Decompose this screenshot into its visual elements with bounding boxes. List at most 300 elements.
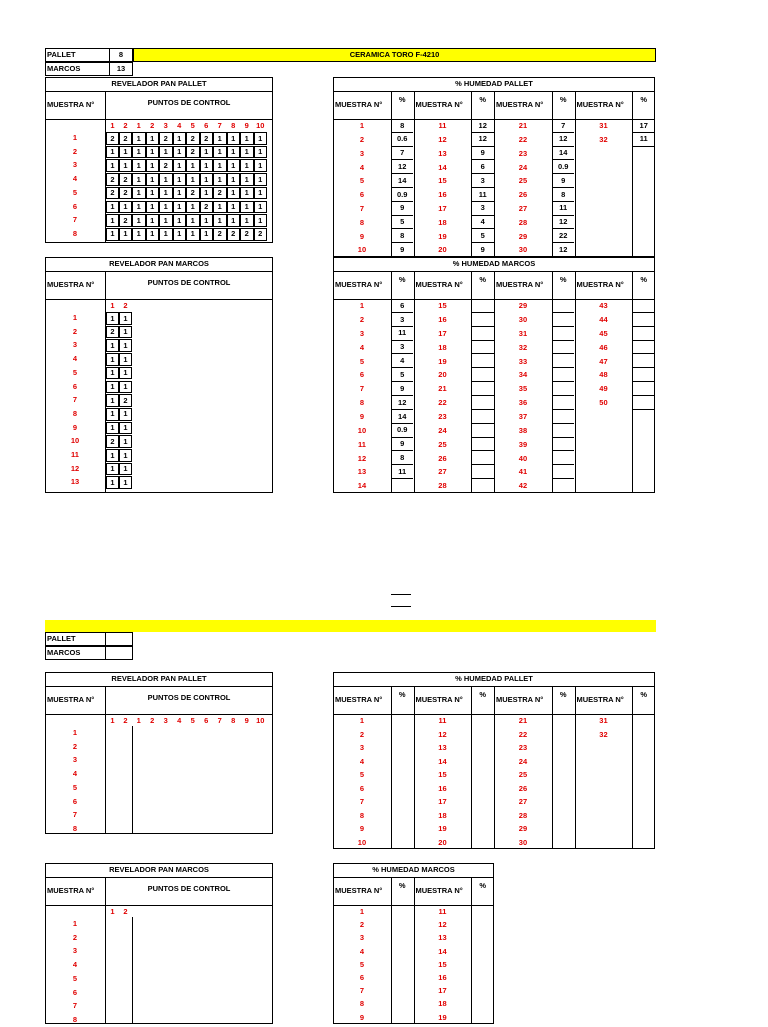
sheet1-hum-marcos-pct-value — [552, 327, 575, 341]
sheet1-hum-marcos-sample-label: 4 — [359, 342, 365, 352]
sheet1-hum-marcos-sample-label: 24 — [438, 425, 447, 435]
sheet1-rev-pallet-col-header: 8 — [231, 120, 236, 130]
sheet1-hum-marcos-pct-value — [632, 368, 655, 382]
sheet1-hum-marcos-sample-label: 6 — [359, 370, 365, 380]
sheet1-hum-pallet-sample-label: 30 — [518, 245, 528, 255]
sheet1-hum-marcos-pct-value — [552, 410, 575, 424]
sheet1-rev-pallet-value-cell: 1 — [200, 159, 214, 172]
sheet1-rev-pallet-value-cell: 1 — [119, 228, 132, 241]
sheet1-rev-pallet-value-cell: 1 — [240, 173, 254, 186]
sheet1-hum-marcos-pct-value: 6 — [391, 299, 414, 313]
grid-line — [333, 714, 655, 715]
sheet2-rev-marcos-col-header: 2 — [123, 906, 128, 916]
sheet1-rev-pallet-value-cell: 1 — [200, 214, 214, 227]
sheet1-hum-pallet-pct-value: 8 — [391, 119, 414, 133]
sheet1-hum-pallet-sample-label: 16 — [438, 190, 447, 200]
sheet1-hum-marcos-pct-header: % — [479, 275, 487, 285]
sheet1-rev-pallet-col-header: 7 — [217, 120, 222, 130]
sheet1-hum-marcos-pct-value: 12 — [391, 396, 414, 410]
sheet1-hum-marcos-pct-value — [552, 424, 575, 438]
sheet1-hum-marcos-pct-value: 14 — [391, 410, 414, 424]
sheet1-hum-pallet-sample-label: 11 — [438, 121, 447, 131]
sheet1-hum-marcos-sample-label: 23 — [438, 412, 447, 422]
sheet1-hum-marcos-sample-label: 37 — [518, 412, 528, 422]
sheet1-rev-pallet-value-cell: 1 — [132, 187, 146, 200]
sheet2-hum-marcos-title: % HUMEDAD MARCOS — [372, 865, 455, 875]
sheet1-hum-pallet-pct-value: 17 — [632, 119, 655, 133]
sheet2-rev-pallet-col-header: 2 — [123, 715, 128, 725]
sheet1-hum-pallet-muestra-header: MUESTRA N° — [415, 100, 463, 110]
sheet1-rev-pallet-value-cell: 2 — [200, 201, 214, 214]
sheet1-rev-pallet-value-cell: 1 — [119, 159, 132, 172]
sheet1-hum-pallet-pct-value: 0.6 — [391, 133, 414, 147]
sheet1-hum-pallet-sample-label: 27 — [518, 203, 528, 213]
sheet1-hum-marcos-sample-label: 12 — [357, 453, 367, 463]
sheet2-hum-pallet-sample-label: 10 — [357, 837, 367, 847]
sheet1-hum-marcos-pct-value — [471, 313, 494, 327]
sheet1-rev-pallet-value-cell: 2 — [159, 159, 173, 172]
sheet1-hum-marcos-pct-value — [391, 479, 414, 493]
sheet2-hum-marcos-sample-label: 11 — [438, 906, 447, 916]
sheet1-hum-marcos-sample-label: 28 — [438, 481, 447, 491]
sheet2-hum-pallet-sample-label: 16 — [438, 783, 447, 793]
sheet2-rev-pallet-row-label: 4 — [72, 769, 78, 779]
sheet1-hum-pallet-pct-value: 9 — [391, 202, 414, 216]
sheet2-rev-marcos-row-label: 3 — [72, 946, 78, 956]
grid-line — [391, 877, 392, 1024]
sheet1-hum-marcos-pct-value — [471, 424, 494, 438]
grid-line — [632, 91, 633, 257]
sheet1-rev-marcos-value-cell: 2 — [106, 326, 119, 339]
grid-line — [333, 119, 655, 120]
sheet1-rev-pallet-value-cell: 2 — [254, 228, 268, 241]
sheet1-rev-pallet-value-cell: 1 — [173, 187, 187, 200]
sheet1-rev-marcos-muestra-header: MUESTRA N° — [47, 280, 95, 290]
sheet1-rev-pallet-value-cell: 1 — [200, 146, 214, 159]
sheet2-hum-pallet-sample-label: 15 — [438, 770, 447, 779]
sheet1-rev-pallet-row-label: 4 — [72, 174, 78, 184]
sheet1-rev-pallet-value-cell: 1 — [240, 201, 254, 214]
sheet2-rev-marcos-muestra-header: MUESTRA N° — [47, 886, 95, 896]
sheet2-hum-pallet-sample-label: 29 — [518, 824, 528, 833]
sheet1-hum-marcos-sample-label: 2 — [359, 315, 365, 325]
sheet1-hum-pallet-pct-value: 8 — [552, 188, 575, 202]
sheet2-hum-pallet-sample-label: 11 — [438, 716, 447, 725]
sheet2-rev-pallet-title: REVELADOR PAN PALLET — [111, 674, 207, 684]
sheet2-hum-pallet-sample-label: 18 — [438, 810, 447, 820]
sheet1-rev-pallet-value-cell: 1 — [159, 146, 173, 159]
sheet2-hum-pallet-sample-label: 26 — [518, 783, 528, 793]
sheet2-rev-marcos-row-label: 5 — [72, 973, 78, 983]
sheet1-rev-pallet-row-label: 2 — [72, 146, 78, 156]
sheet2-rev-pallet-row-label: 6 — [72, 796, 78, 806]
sheet2-hum-pallet-sample-label: 3 — [359, 743, 365, 752]
marcos-label: MARCOS — [47, 64, 81, 74]
sheet1-hum-pallet-pct-value: 14 — [552, 147, 575, 161]
sheet1-rev-marcos-value-cell: 1 — [106, 422, 119, 435]
sheet1-hum-marcos-sample-label: 13 — [357, 467, 367, 477]
sheet1-rev-pallet-value-cell: 2 — [200, 132, 214, 145]
sheet2-rev-marcos-row-label: 4 — [72, 960, 78, 970]
sheet1-hum-pallet-pct-value: 12 — [552, 216, 575, 230]
sheet1-hum-pallet-title: % HUMEDAD PALLET — [455, 79, 533, 89]
sheet1-rev-pallet-row-label: 1 — [72, 133, 78, 143]
sheet1-hum-marcos-pct-value — [471, 299, 494, 313]
sheet1-rev-pallet-puntos-header: PUNTOS DE CONTROL — [147, 98, 231, 108]
sheet1-hum-marcos-pct-value — [552, 465, 575, 479]
sheet2-hum-marcos-sample-label: 5 — [359, 959, 365, 969]
sheet1-rev-pallet-value-cell: 1 — [213, 214, 227, 227]
sheet1-rev-pallet-value-cell: 1 — [240, 132, 254, 145]
sheet1-hum-marcos-sample-label: 11 — [358, 439, 366, 449]
sheet1-hum-marcos-pct-value — [471, 410, 494, 424]
sheet2-hum-pallet-sample-label: 32 — [599, 729, 608, 739]
sheet1-hum-marcos-sample-label: 1 — [359, 301, 365, 311]
sheet1-hum-pallet-sample-label: 24 — [518, 162, 528, 172]
sheet1-rev-marcos-value-cell: 1 — [119, 449, 132, 462]
sheet1-rev-pallet-value-cell: 2 — [106, 187, 119, 200]
grid-line — [391, 686, 392, 849]
sheet1-hum-marcos-sample-label: 47 — [599, 356, 608, 366]
sheet2-hum-pallet-sample-label: 6 — [359, 783, 365, 793]
sheet1-rev-pallet-value-cell: 2 — [106, 173, 119, 186]
sheet1-hum-marcos-sample-label: 16 — [438, 315, 447, 325]
sheet2-rev-pallet-row-label: 5 — [72, 782, 78, 792]
sheet2-rev-pallet-puntos-header: PUNTOS DE CONTROL — [147, 693, 231, 703]
sheet1-rev-marcos-value-cell: 1 — [119, 312, 132, 325]
sheet1-hum-marcos-sample-label: 25 — [438, 439, 447, 449]
sheet1-hum-marcos-pct-value — [632, 327, 655, 341]
sheet1-hum-pallet-pct-value: 9 — [391, 243, 414, 257]
sheet1-hum-pallet-sample-label: 8 — [359, 217, 365, 227]
sheet1-hum-marcos-pct-value: 8 — [391, 451, 414, 465]
sheet1-hum-pallet-pct-value: 22 — [552, 229, 575, 243]
sheet2-hum-marcos-sample-label: 19 — [438, 1012, 447, 1022]
sheet1-hum-pallet-sample-label: 2 — [359, 134, 365, 144]
sheet1-rev-marcos-title: REVELADOR PAN MARCOS — [109, 259, 209, 269]
sheet1-rev-pallet-value-cell: 1 — [213, 173, 227, 186]
sheet1-hum-marcos-sample-label: 30 — [518, 315, 528, 325]
sheet2-hum-pallet-sample-label: 22 — [518, 729, 528, 739]
sheet1-rev-pallet-value-cell: 1 — [146, 132, 160, 145]
sheet1-hum-marcos-pct-value: 9 — [391, 382, 414, 396]
sheet1-hum-marcos-sample-label: 43 — [599, 301, 608, 311]
sheet1-rev-pallet-value-cell: 1 — [186, 214, 200, 227]
sheet2-pallet-label: PALLET — [47, 634, 76, 644]
sheet1-rev-pallet-value-cell: 1 — [132, 228, 146, 241]
sheet1-hum-pallet-pct-value: 3 — [471, 202, 494, 216]
sheet2-hum-marcos-sample-label: 8 — [359, 999, 365, 1009]
sheet1-hum-marcos-sample-label: 39 — [518, 439, 528, 449]
sheet1-hum-pallet-pct-value: 8 — [391, 229, 414, 243]
sheet1-hum-marcos-pct-value — [632, 313, 655, 327]
sheet1-rev-pallet-value-cell: 1 — [200, 228, 214, 241]
sheet2-rev-pallet-row-label: 8 — [72, 823, 78, 833]
sheet1-rev-pallet-row-label: 7 — [72, 215, 78, 225]
sheet1-rev-pallet-value-cell: 1 — [146, 146, 160, 159]
sheet1-hum-pallet-sample-label: 29 — [518, 231, 528, 241]
sheet1-rev-marcos-value-cell: 1 — [106, 449, 119, 462]
sheet2-hum-pallet-sample-label: 8 — [359, 810, 365, 820]
sheet2-hum-pallet-muestra-header: MUESTRA N° — [335, 695, 383, 705]
sheet1-hum-pallet-pct-header: % — [640, 95, 648, 105]
sheet2-rev-pallet-col-header: 5 — [190, 715, 195, 725]
sheet1-hum-marcos-sample-label: 7 — [359, 384, 365, 394]
sheet1-rev-pallet-value-cell: 1 — [173, 159, 187, 172]
sheet1-rev-marcos-value-cell: 1 — [119, 463, 132, 476]
sheet1-hum-marcos-pct-value — [471, 382, 494, 396]
sheet1-rev-pallet-value-cell: 1 — [254, 159, 268, 172]
sheet1-hum-marcos-muestra-header: MUESTRA N° — [335, 280, 383, 290]
sheet2-hum-marcos-sample-label: 9 — [359, 1012, 365, 1022]
sheet1-hum-pallet-pct-header: % — [559, 95, 567, 105]
grid-line — [471, 877, 472, 1024]
sheet1-hum-marcos-sample-label: 26 — [438, 453, 447, 463]
sheet2-hum-pallet-sample-label: 30 — [518, 837, 528, 847]
sheet1-hum-pallet-pct-value: 4 — [471, 216, 494, 230]
sheet1-rev-pallet-value-cell: 1 — [159, 187, 173, 200]
sheet1-hum-pallet-pct-value: 6 — [471, 160, 494, 174]
sheet1-rev-marcos-value-cell: 1 — [106, 381, 119, 394]
sheet1-hum-marcos-pct-header: % — [559, 275, 567, 285]
sheet2-rev-pallet-row-label: 7 — [72, 810, 78, 820]
sheet1-rev-pallet-value-cell: 1 — [146, 187, 160, 200]
sheet1-rev-marcos-value-cell: 1 — [106, 339, 119, 352]
separator-line — [391, 594, 411, 595]
sheet2-rev-pallet-col-header: 3 — [163, 715, 168, 725]
sheet1-hum-pallet-pct-value: 14 — [391, 174, 414, 188]
sheet1-hum-marcos-pct-value — [552, 438, 575, 452]
sheet1-hum-pallet-sample-label: 17 — [438, 203, 447, 213]
grid-line — [132, 726, 133, 834]
sheet1-hum-marcos-pct-header: % — [640, 275, 648, 285]
sheet1-hum-pallet-pct-value: 11 — [632, 133, 655, 147]
sheet1-rev-pallet-value-cell: 1 — [146, 214, 160, 227]
sheet2-rev-marcos-row-label: 7 — [72, 1001, 78, 1011]
sheet1-hum-marcos-sample-label: 50 — [599, 398, 608, 408]
sheet1-rev-pallet-value-cell: 1 — [159, 201, 173, 214]
sheet2-hum-pallet-sample-label: 19 — [438, 824, 447, 833]
sheet1-hum-pallet-sample-label: 28 — [518, 217, 528, 227]
sheet1-hum-marcos-pct-value — [552, 368, 575, 382]
sheet1-hum-marcos-sample-label: 3 — [359, 328, 365, 338]
sheet1-hum-marcos-pct-value — [552, 479, 575, 493]
sheet2-hum-pallet-pct-header: % — [398, 690, 406, 700]
sheet1-hum-pallet-sample-label: 13 — [438, 148, 447, 158]
sheet1-rev-pallet-value-cell: 1 — [213, 146, 227, 159]
sheet1-hum-marcos-pct-value — [471, 465, 494, 479]
sheet1-rev-pallet-col-header: 4 — [177, 120, 182, 130]
sheet1-hum-marcos-sample-label: 27 — [438, 467, 447, 477]
sheet1-rev-marcos-row-label: 12 — [70, 463, 80, 473]
sheet1-hum-marcos-sample-label: 20 — [438, 370, 447, 380]
sheet2-hum-marcos-sample-label: 14 — [438, 946, 447, 956]
sheet1-rev-pallet-value-cell: 1 — [173, 146, 187, 159]
sheet1-hum-pallet-pct-value: 9 — [471, 243, 494, 257]
sheet1-hum-marcos-pct-value — [552, 451, 575, 465]
sheet1-hum-marcos-sample-label: 8 — [359, 398, 365, 408]
sheet2-hum-pallet-sample-label: 23 — [518, 743, 528, 752]
sheet1-hum-pallet-sample-label: 21 — [518, 121, 528, 131]
sheet1-rev-pallet-value-cell: 1 — [173, 228, 187, 241]
sheet1-hum-pallet-sample-label: 9 — [359, 231, 365, 241]
sheet1-rev-pallet-value-cell: 2 — [106, 132, 119, 145]
sheet1-hum-pallet-pct-header: % — [479, 95, 487, 105]
sheet1-rev-pallet-value-cell: 1 — [173, 132, 187, 145]
sheet1-hum-marcos-pct-value: 4 — [391, 354, 414, 368]
sheet2-hum-marcos-sample-label: 12 — [438, 920, 447, 930]
grid-line — [333, 299, 655, 300]
sheet1-rev-pallet-col-header: 3 — [163, 120, 168, 130]
sheet1-hum-marcos-sample-label: 29 — [518, 301, 528, 311]
sheet1-rev-pallet-col-header: 5 — [190, 120, 195, 130]
sheet1-rev-pallet-row-label: 3 — [72, 160, 78, 170]
sheet2-hum-pallet-sample-label: 14 — [438, 756, 447, 766]
sheet1-rev-marcos-row-label: 6 — [72, 381, 78, 391]
sheet1-rev-pallet-value-cell: 1 — [186, 173, 200, 186]
sheet1-rev-pallet-value-cell: 1 — [254, 201, 268, 214]
sheet1-hum-pallet-sample-label: 3 — [359, 148, 365, 158]
sheet2-hum-pallet-sample-label: 27 — [518, 797, 528, 806]
sheet1-rev-pallet-value-cell: 1 — [227, 159, 241, 172]
sheet1-hum-pallet-sample-label: 22 — [518, 134, 528, 144]
sheet1-hum-marcos-pct-value — [552, 396, 575, 410]
sheet1-hum-pallet-pct-value: 11 — [552, 202, 575, 216]
sheet1-hum-marcos-sample-label: 9 — [359, 412, 365, 422]
sheet2-hum-marcos-sample-label: 18 — [438, 999, 447, 1009]
sheet1-rev-pallet-col-header: 1 — [136, 120, 141, 130]
sheet1-hum-marcos-pct-value — [632, 341, 655, 355]
sheet2-hum-pallet-pct-header: % — [640, 690, 648, 700]
sheet1-hum-marcos-sample-label: 17 — [438, 328, 447, 338]
sheet1-hum-marcos-sample-label: 10 — [357, 425, 367, 435]
sheet1-hum-marcos-sample-label: 42 — [518, 481, 528, 491]
sheet1-hum-marcos-sample-label: 32 — [518, 342, 528, 352]
sheet1-rev-pallet-value-cell: 2 — [186, 187, 200, 200]
sheet1-hum-marcos-sample-label: 40 — [518, 453, 528, 463]
sheet1-rev-marcos-value-cell: 1 — [119, 353, 132, 366]
sheet1-hum-pallet-sample-label: 7 — [359, 203, 365, 213]
sheet1-hum-pallet-pct-value: 0.9 — [391, 188, 414, 202]
sheet1-rev-pallet-value-cell: 2 — [240, 228, 254, 241]
sheet1-hum-marcos-pct-value — [471, 368, 494, 382]
sheet1-hum-pallet-pct-value: 5 — [391, 216, 414, 230]
sheet2-rev-pallet-col-header: 1 — [110, 715, 115, 725]
sheet1-rev-pallet-value-cell: 1 — [159, 173, 173, 186]
sheet1-hum-pallet-pct-value: 0.9 — [552, 160, 575, 174]
sheet1-rev-marcos-col-header: 2 — [123, 300, 128, 310]
sheet1-hum-marcos-sample-label: 41 — [518, 467, 528, 477]
sheet1-rev-marcos-col-header: 1 — [110, 300, 115, 310]
sheet1-rev-pallet-value-cell: 1 — [186, 228, 200, 241]
sheet2-hum-pallet-sample-label: 1 — [359, 716, 365, 725]
sheet1-rev-pallet-value-cell: 1 — [132, 146, 146, 159]
sheet1-rev-marcos-row-label: 5 — [72, 367, 78, 377]
sheet1-rev-pallet-value-cell: 1 — [227, 201, 241, 214]
sheet2-hum-marcos-sample-label: 3 — [359, 933, 365, 943]
sheet1-hum-marcos-muestra-header: MUESTRA N° — [415, 280, 463, 290]
sheet1-rev-pallet-value-cell: 2 — [119, 173, 132, 186]
sheet1-rev-pallet-value-cell: 2 — [119, 132, 132, 145]
sheet1-rev-pallet-col-header: 2 — [123, 120, 128, 130]
sheet1-rev-marcos-row-label: 2 — [72, 326, 78, 336]
sheet2-hum-marcos-sample-label: 2 — [359, 920, 365, 930]
sheet1-rev-marcos-row-label: 11 — [71, 450, 79, 460]
sheet1-hum-marcos-pct-value — [471, 438, 494, 452]
sheet1-rev-pallet-value-cell: 1 — [146, 159, 160, 172]
sheet1-rev-pallet-value-cell: 1 — [186, 159, 200, 172]
sheet1-hum-pallet-sample-label: 19 — [438, 231, 447, 241]
sheet2-rev-marcos-title: REVELADOR PAN MARCOS — [109, 865, 209, 875]
sheet2-hum-pallet-sample-label: 31 — [599, 716, 608, 725]
sheet1-rev-pallet-value-cell: 1 — [213, 132, 227, 145]
sheet1-rev-pallet-value-cell: 1 — [146, 201, 160, 214]
sheet2-hum-marcos-sample-label: 7 — [359, 986, 365, 996]
sheet2-hum-marcos-sample-label: 13 — [438, 933, 447, 943]
sheet2-hum-pallet-sample-label: 24 — [518, 756, 528, 766]
sheet1-rev-pallet-value-cell: 2 — [213, 228, 227, 241]
sheet2-hum-pallet-sample-label: 4 — [359, 756, 365, 766]
sheet1-rev-marcos-value-cell: 1 — [119, 326, 132, 339]
sheet1-hum-marcos-sample-label: 38 — [518, 425, 528, 435]
sheet1-rev-marcos-row-label: 7 — [72, 395, 78, 405]
sheet2-hum-pallet-pct-header: % — [559, 690, 567, 700]
sheet1-hum-pallet-sample-label: 12 — [438, 134, 447, 144]
sheet1-rev-pallet-value-cell: 1 — [146, 173, 160, 186]
sheet1-rev-pallet-col-header: 2 — [150, 120, 155, 130]
sheet1-rev-marcos-value-cell: 1 — [106, 367, 119, 380]
sheet2-rev-marcos-row-label: 2 — [72, 932, 78, 942]
sheet2-title-banner — [45, 620, 656, 632]
sheet2-rev-pallet-muestra-header: MUESTRA N° — [47, 695, 95, 705]
sheet1-rev-pallet-value-cell: 1 — [132, 201, 146, 214]
grid-line — [552, 686, 553, 849]
sheet1-hum-marcos-pct-value — [632, 354, 655, 368]
sheet1-hum-marcos-pct-value — [471, 396, 494, 410]
sheet1-rev-pallet-value-cell: 1 — [254, 146, 268, 159]
sheet1-hum-marcos-sample-label: 14 — [357, 481, 367, 491]
grid-line — [632, 686, 633, 849]
grid-line — [333, 905, 494, 906]
sheet1-hum-pallet-sample-label: 4 — [359, 162, 365, 172]
sheet1-rev-pallet-value-cell: 1 — [106, 159, 119, 172]
sheet1-hum-marcos-pct-value: 9 — [391, 438, 414, 452]
sheet1-hum-marcos-sample-label: 36 — [518, 398, 528, 408]
sheet1-rev-pallet-value-cell: 1 — [132, 214, 146, 227]
sheet1-hum-pallet-sample-label: 25 — [518, 176, 528, 186]
sheet2-hum-pallet-sample-label: 7 — [359, 797, 365, 806]
sheet2-hum-pallet-sample-label: 13 — [438, 743, 447, 752]
sheet1-hum-marcos-pct-value — [552, 313, 575, 327]
sheet1-rev-pallet-value-cell: 1 — [146, 228, 160, 241]
sheet1-hum-marcos-pct-header: % — [398, 275, 406, 285]
sheet1-rev-pallet-value-cell: 1 — [227, 173, 241, 186]
sheet1-hum-marcos-pct-value — [552, 382, 575, 396]
sheet1-hum-marcos-pct-value — [552, 354, 575, 368]
sheet1-rev-marcos-value-cell: 1 — [119, 381, 132, 394]
sheet2-hum-marcos-pct-header: % — [479, 881, 487, 891]
sheet2-rev-pallet-col-header: 9 — [244, 715, 249, 725]
sheet1-hum-pallet-sample-label: 20 — [438, 245, 447, 255]
sheet2-rev-pallet-row-label: 2 — [72, 741, 78, 751]
sheet2-rev-pallet-row-label: 1 — [72, 728, 78, 738]
sheet2-rev-pallet-col-header: 8 — [231, 715, 236, 725]
sheet1-rev-marcos-value-cell: 1 — [106, 408, 119, 421]
sheet1-hum-marcos-sample-label: 49 — [599, 384, 608, 394]
sheet1-hum-marcos-sample-label: 35 — [518, 384, 528, 394]
sheet2-rev-marcos-row-label: 8 — [72, 1014, 78, 1024]
marcos-value: 13 — [116, 64, 126, 74]
